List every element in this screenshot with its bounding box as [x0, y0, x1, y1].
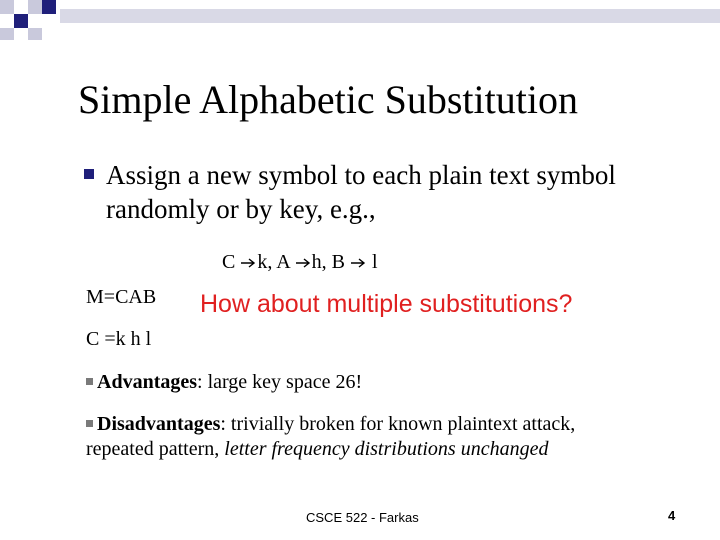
- slide-title: Simple Alphabetic Substitution: [78, 77, 578, 122]
- advantages-item: [86, 370, 362, 395]
- right-arrow-icon: [240, 257, 257, 269]
- footer-text: CSCE 522 - Farkas: [306, 510, 419, 525]
- question-text: How about multiple substitutions?: [200, 290, 573, 318]
- mapping-to-2: h,: [311, 251, 327, 273]
- small-square-bullet-icon: [86, 378, 93, 385]
- disadvantages-label: Disadvantages: [97, 413, 221, 435]
- mapping-to-3: l: [371, 251, 378, 273]
- disadvantages-text: : trivially broken for known plaintext attack, repeated pattern,: [86, 413, 576, 460]
- mapping-from-2: A: [276, 251, 290, 273]
- mapping-from-1: C: [222, 251, 236, 273]
- square-bullet-icon: [84, 169, 94, 179]
- disadvantages-italic: letter frequency distributions unchanged: [224, 438, 549, 460]
- cipher-line: C =k h l: [86, 328, 152, 350]
- mapping-from-3: B: [331, 251, 345, 273]
- right-arrow-icon: [295, 257, 312, 269]
- substitution-example: [222, 248, 378, 276]
- right-arrow-icon: [350, 257, 367, 269]
- advantages-text: : large key space 26!: [197, 371, 363, 393]
- page-number: 4: [668, 508, 676, 523]
- advantages-label: Advantages: [97, 371, 198, 393]
- header-decoration: [0, 0, 720, 40]
- message-line: M=CAB: [86, 286, 157, 308]
- disadvantages-item: [86, 412, 646, 462]
- mapping-to-1: k,: [257, 251, 273, 273]
- small-square-bullet-icon: [86, 420, 93, 427]
- bullet-text: Assign a new symbol to each plain text symbol randomly or by key, e.g.,: [106, 160, 616, 224]
